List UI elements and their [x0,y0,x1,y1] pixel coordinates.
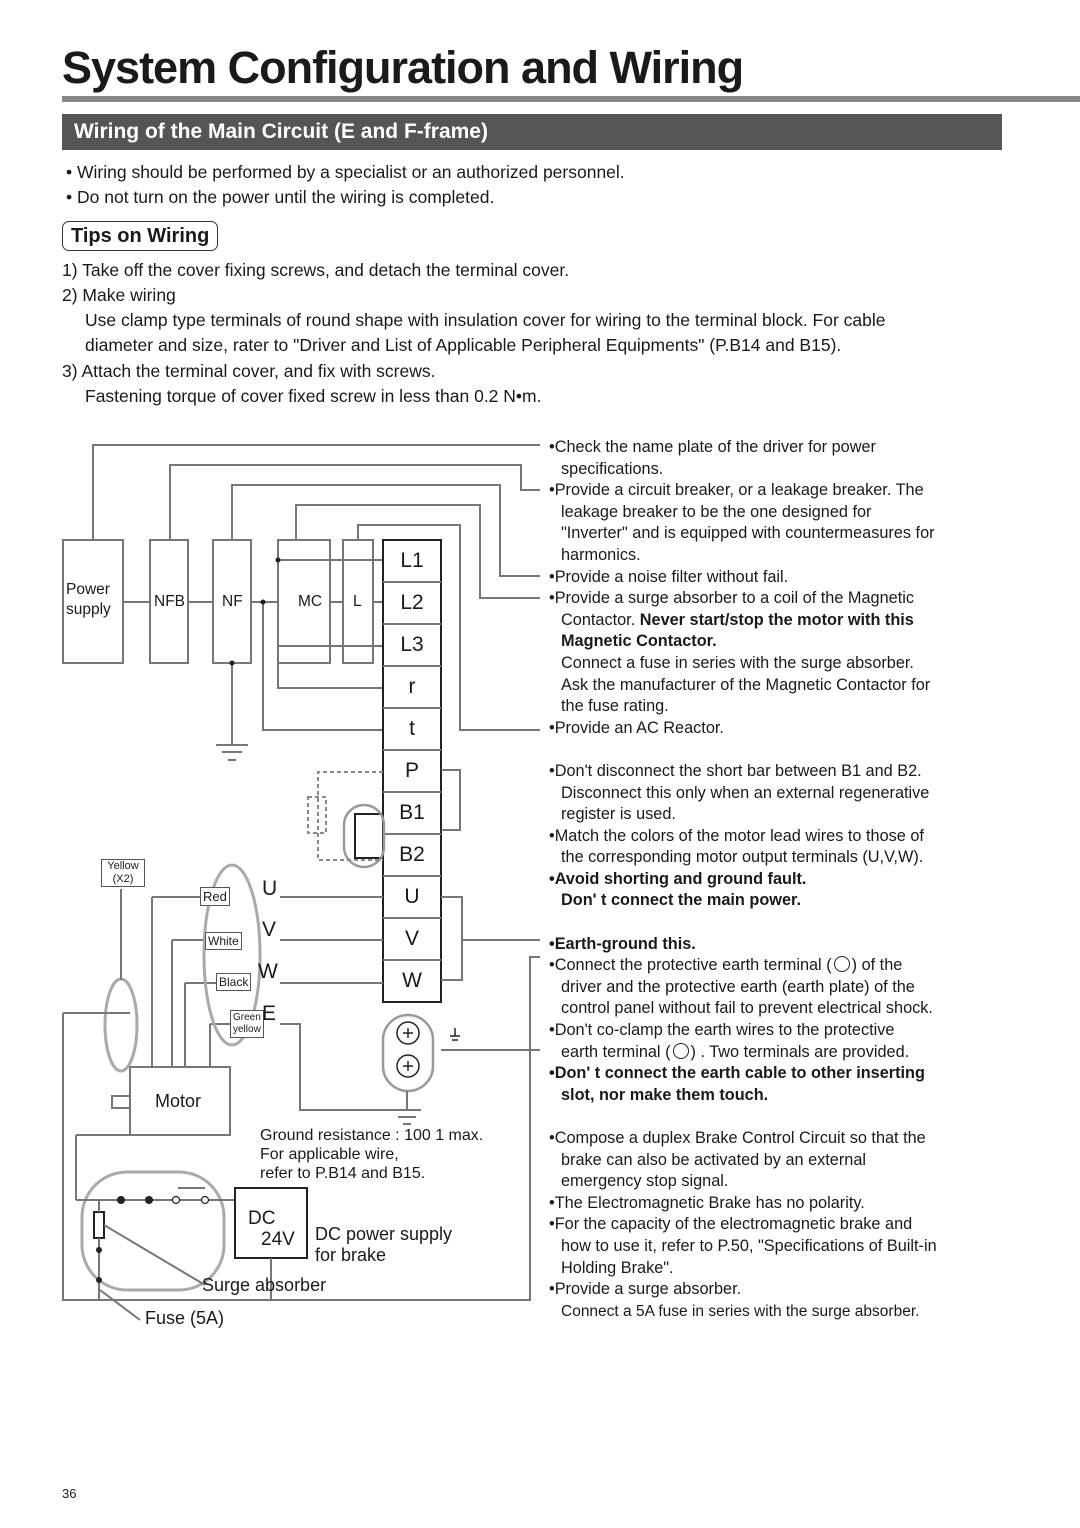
power-supply-line1: Power [66,581,110,598]
note-5: •Provide an AC Reactor. [549,718,724,737]
note-spacer [549,739,1009,761]
note-9: •Earth-ground this. [549,934,696,953]
note-12b: slot, nor make them touch. [561,1085,769,1104]
dc-power-label [315,1224,452,1266]
tips-step-2-detail-1: Use clamp type terminals of round shape with insulation cover for wiring to the terminal block. For cable [85,310,886,330]
note-4c: Magnetic Contactor. [561,632,717,651]
ground-resistance-note [260,1126,483,1183]
note-7b: the corresponding motor output terminals (U,V,W). [561,848,924,867]
terminal-l3: L3 [400,633,424,656]
terminal-l1: L1 [400,549,424,572]
motor-term-e: E [262,1002,277,1025]
note-15a: •For the capacity of the electromagnetic brake and [549,1215,913,1234]
dc-power-line1: DC power supply [315,1224,453,1244]
nf-label: NF [222,593,243,610]
note-10a-end: ) of the [851,956,903,975]
note-2a: •Provide a circuit breaker, or a leakage breaker. The [549,481,924,500]
intro-bullet-2: • Do not turn on the power until the wiring is completed. [66,187,495,207]
note-6c: register is used. [561,805,676,824]
note-13a: •Compose a duplex Brake Control Circuit so that the [549,1129,926,1147]
motor-term-v: V [262,918,277,941]
yellow-x2-label [101,859,145,887]
note-10a-text: •Connect the protective earth terminal ( [549,956,832,975]
note-8a: •Avoid shorting and ground fault. [549,869,807,888]
nfb-label: NFB [154,593,185,610]
note-4b-bold: Never start/stop the motor with this [639,610,914,629]
note-4f: the fuse rating. [561,697,669,716]
tips-step-3-detail: Fastening torque of cover fixed screw in less than 0.2 N•m. [85,386,542,406]
wire-black: Black [216,973,251,991]
l-label: L [353,593,362,610]
note-10a [549,955,1009,977]
terminal-v: V [404,927,419,950]
applicable-wire-text: For applicable wire, [260,1146,399,1163]
earth-symbol-icon-2 [673,1043,689,1059]
note-15b: how to use it, refer to P.50, "Specifications of Built-in [561,1236,937,1255]
terminal-u: U [404,885,420,908]
note-4e: Ask the manufacturer of the Magnetic Contactor for [561,675,931,694]
fuse-label: Fuse (5A) [145,1308,225,1328]
note-3: •Provide a noise filter without fail. [549,567,789,586]
terminal-b2: B2 [399,843,425,866]
earth-symbol-icon [834,956,850,972]
power-supply-label [66,580,111,620]
note-8b: Don' t connect the main power. [561,891,801,910]
note-4d: Connect a fuse in series with the surge absorber. [561,653,914,672]
note-13c: emergency stop signal. [561,1172,729,1191]
note-1b: specifications. [561,459,664,478]
motor-term-u: U [262,877,278,900]
section-banner: Wiring of the Main Circuit (E and F-frame) [62,114,1002,150]
note-16: •Provide a surge absorber. [549,1280,742,1299]
note-2d: harmonics. [561,545,641,564]
motor-label: Motor [155,1091,202,1111]
ground-resistance-text: Ground resistance : 100 1 max. [260,1127,484,1144]
yellow-line1: Yellow [107,860,139,872]
intro-bullet-2-text: Do not turn on the power until the wiring is completed. [77,187,495,207]
yellow-line2: (X2) [112,873,134,885]
note-4a: •Provide a surge absorber to a coil of the Magnetic [549,589,914,608]
terminal-w: W [402,969,422,992]
note-spacer-2 [549,912,1009,934]
note-14: •The Electromagnetic Brake has no polarity. [549,1193,865,1212]
note-4b [549,610,1009,632]
dc-power-line2: for brake [315,1245,387,1265]
terminal-l2: L2 [400,591,424,614]
note-15c: Holding Brake". [561,1258,674,1277]
note-6b: Disconnect this only when an external regenerative [561,783,930,802]
terminal-p: P [404,759,419,782]
note-12a: •Don' t connect the earth cable to other inserting [549,1064,925,1083]
note-2b: leakage breaker to be the one designed for [561,502,872,521]
note-10c: control panel without fail to prevent electrical shock. [561,999,933,1018]
note-2c: "Inverter" and is equipped with countermeasures for [561,524,935,543]
mc-label: MC [298,593,323,610]
terminal-labels [383,540,441,1002]
wire-green-yellow [230,1010,264,1038]
note-11a: •Don't co-clamp the earth wires to the protective [549,1021,895,1040]
wire-white: White [205,932,242,950]
note-17: Connect a 5A fuse in series with the surge absorber. [561,1302,920,1320]
intro-bullet-1-text: Wiring should be performed by a specialist or an authorized personnel. [77,162,625,182]
tips-step-1: 1) Take off the cover fixing screws, and detach the terminal cover. [62,260,570,280]
intro-bullet-1: • Wiring should be performed by a specialist or an authorized personnel. [66,162,625,182]
note-1a: •Check the name plate of the driver for power [549,438,876,456]
note-13b: brake can also be activated by an external [561,1150,867,1169]
notes-column [549,437,1009,1322]
note-spacer-3 [549,1106,1009,1128]
dc-volt-label: 24V [261,1229,295,1250]
dc-label: DC [248,1208,276,1229]
page-number: 36 [62,1486,77,1501]
motor-term-w: W [258,960,278,983]
terminal-t: t [409,717,415,740]
note-4b-text: Contactor. [561,610,640,629]
note-11b-end: ) . Two terminals are provided. [690,1042,910,1061]
tips-step-2: 2) Make wiring [62,285,176,305]
note-11b-text: earth terminal ( [561,1042,671,1061]
tips-step-3: 3) Attach the terminal cover, and fix with screws. [62,361,436,381]
green-line1: Green [233,1012,261,1023]
tips-step-2-detail-2: diameter and size, rater to "Driver and List of Applicable Peripheral Equipments" (P.B14 and B15). [85,335,842,355]
green-line2: yellow [233,1024,261,1035]
power-supply-line2: supply [66,601,111,618]
tips-heading: Tips on Wiring [62,221,218,251]
note-6a: •Don't disconnect the short bar between B1 and B2. [549,761,922,780]
refer-text: refer to P.B14 and B15. [260,1165,426,1182]
page-title: System Configuration and Wiring [62,42,744,93]
note-10b: driver and the protective earth (earth plate) of the [561,977,915,996]
note-11b [549,1042,1009,1064]
wire-red: Red [200,887,230,906]
surge-absorber-label: Surge absorber [202,1275,327,1295]
terminal-b1: B1 [399,801,425,824]
note-7a: •Match the colors of the motor lead wires to those of [549,826,924,845]
terminal-r: r [408,675,416,698]
